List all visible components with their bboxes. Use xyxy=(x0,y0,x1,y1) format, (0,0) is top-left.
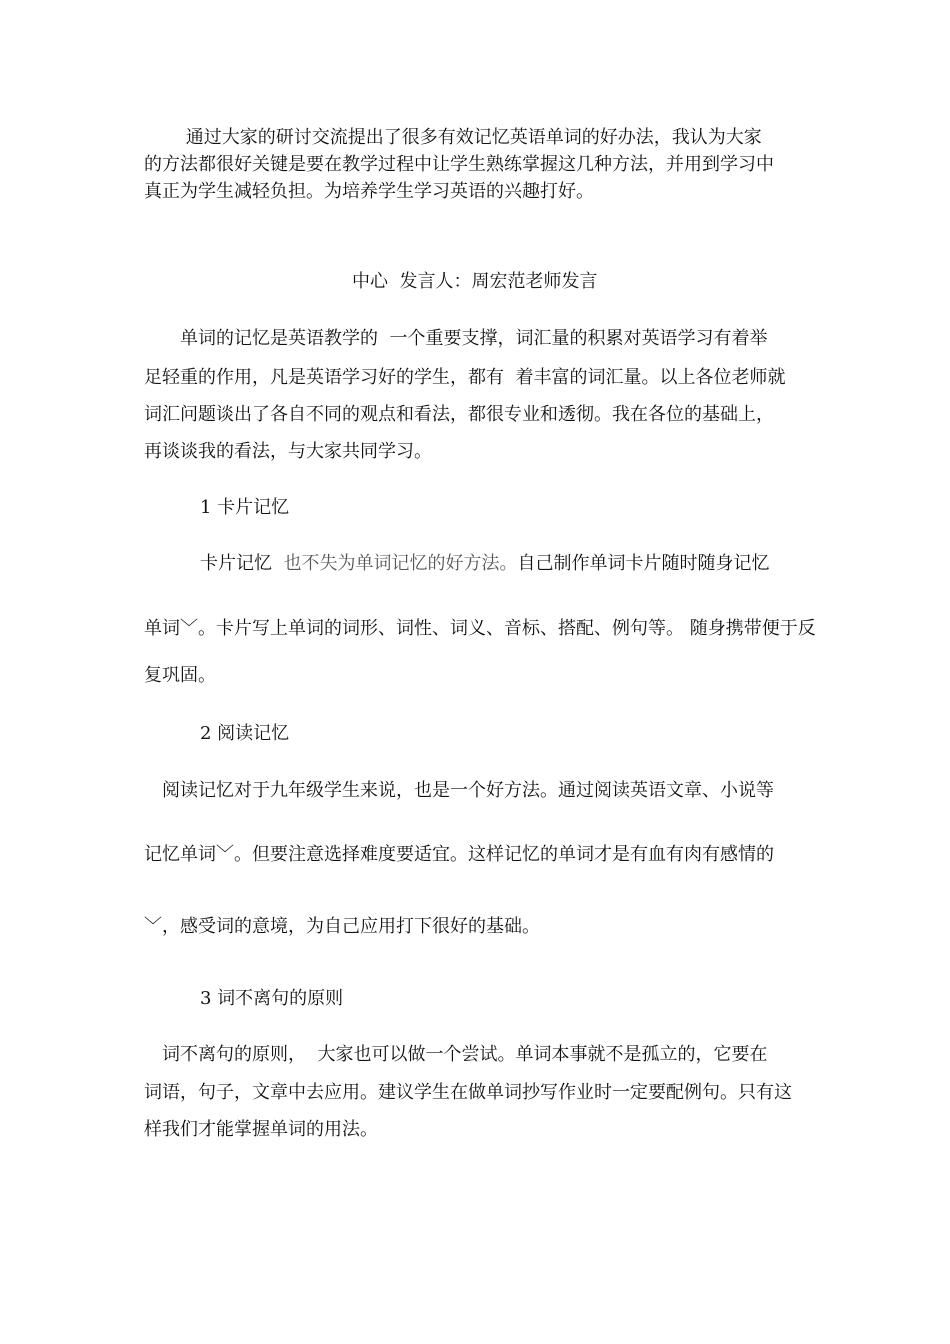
section3-line-1: 词不离句的原则， 大家也可以做一个尝试。单词本事就不是孤立的，它要在 xyxy=(144,1044,768,1065)
section1-lead: 卡片记忆 xyxy=(200,553,284,574)
section2-line-1: 阅读记忆对于九年级学生来说，也是一个好方法。通过阅读英语文章、小说等 xyxy=(144,780,774,801)
section3-line-2: 词语，句子，文章中去应用。建议学生在做单词抄写作业时一定要配例句。只有这 xyxy=(144,1082,792,1103)
intro-line-3: 真正为学生减轻负担。为培养学生学习英语的兴趣打好。 xyxy=(144,181,594,202)
section1-tail: 自己制作单词卡片随时随身记忆 xyxy=(517,553,770,574)
section3-line-3: 样我们才能掌握单词的用法。 xyxy=(144,1119,378,1140)
section1-heading: 1 卡片记忆 xyxy=(200,497,290,518)
section2-heading: 2 阅读记忆 xyxy=(200,723,290,744)
speech-line-1: 单词的记忆是英语教学的 一个重要支撑，词汇量的积累对英语学习有着举 xyxy=(144,328,768,349)
section1-line-3: 复巩固。 xyxy=(144,665,216,686)
section1-line-1 xyxy=(200,552,769,576)
intro-line-2: 的方法都很好关键是要在教学过程中让学生熟练掌握这几种方法，并用到学习中 xyxy=(144,154,774,175)
speech-line-2: 足轻重的作用，凡是英语学习好的学生，都有 着丰富的词汇量。以上各位老师就 xyxy=(144,367,786,388)
section1-line-2: 单词﹀。卡片写上单词的词形、词性、词义、音标、搭配、例句等。 随身携带便于反 xyxy=(144,618,816,639)
speech-line-3: 词汇问题谈出了各自不同的观点和看法，都很专业和透彻。我在各位的基础上， xyxy=(144,404,774,425)
section1-muted-text: 也不失为单词记忆的好方法。 xyxy=(283,553,518,574)
section2-line-2: 记忆单词﹀。但要注意选择难度要适宜。这样记忆的单词才是有血有肉有感情的 xyxy=(144,844,774,865)
speaker-heading: 中心 发言人：周宏范老师发言 xyxy=(352,271,598,292)
section3-heading: 3 词不离句的原则 xyxy=(200,988,344,1009)
speech-line-4: 再谈谈我的看法，与大家共同学习。 xyxy=(144,441,432,462)
intro-line-1: 通过大家的研讨交流提出了很多有效记忆英语单词的好办法，我认为大家 xyxy=(144,127,762,148)
section2-line-3: ﹀，感受词的意境，为自己应用打下很好的基础。 xyxy=(144,916,540,937)
